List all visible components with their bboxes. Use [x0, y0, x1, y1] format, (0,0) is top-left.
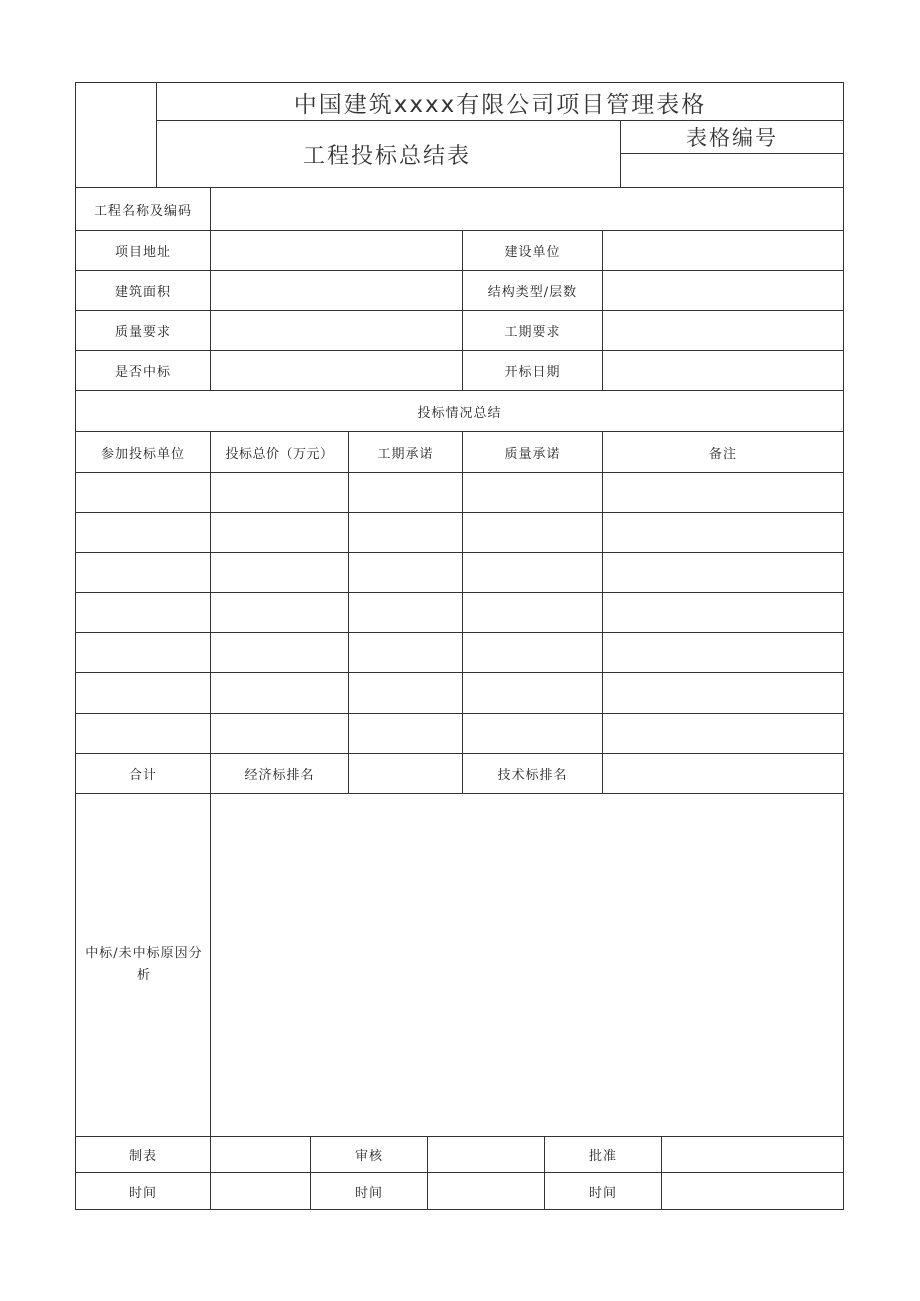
grid-line [602, 431, 603, 794]
grid-line [75, 753, 844, 754]
won-bid-field[interactable] [211, 351, 462, 390]
structure-type-label: 结构类型/层数 [487, 285, 578, 300]
bid-cell-quality[interactable] [463, 633, 602, 672]
bid-cell-quality[interactable] [463, 714, 602, 753]
bid-cell-quality[interactable] [463, 513, 602, 552]
grid-line [462, 230, 463, 391]
grid-line [310, 1136, 311, 1210]
grid-line [75, 632, 844, 633]
grid-line [75, 187, 844, 188]
grid-line [156, 120, 844, 121]
duration-requirement-label: 工期要求 [504, 325, 561, 340]
bid-cell-total-price[interactable] [211, 633, 348, 672]
column-header-quality-commitment: 质量承诺 [504, 446, 561, 462]
structure-type-field[interactable] [603, 271, 843, 310]
form-number-field[interactable] [621, 154, 843, 187]
grid-line [427, 1136, 428, 1210]
bid-cell-quality[interactable] [463, 673, 602, 712]
grid-line [75, 472, 844, 473]
logo-area [76, 83, 156, 187]
duration-requirement-field[interactable] [603, 311, 843, 350]
approved-time-label: 时间 [588, 1185, 617, 1201]
reviewed-time-field[interactable] [428, 1173, 544, 1209]
grid-line [75, 82, 76, 1210]
building-area-label: 建筑面积 [114, 285, 171, 300]
bid-cell-total-price[interactable] [211, 673, 348, 712]
form-number-label: 表格编号 [686, 126, 778, 150]
bid-cell-bidder[interactable] [76, 673, 210, 712]
prepared-by-field[interactable] [211, 1137, 310, 1172]
column-header-bidder: 参加投标单位 [100, 446, 185, 462]
bid-cell-bidder[interactable] [76, 513, 210, 552]
grid-line [75, 592, 844, 593]
company-title: 中国建筑xxxx有限公司项目管理表格 [293, 92, 707, 118]
project-address-label: 项目地址 [114, 245, 171, 260]
bid-cell-duration[interactable] [349, 473, 462, 512]
bid-cell-total-price[interactable] [211, 473, 348, 512]
prepared-by-label: 制表 [128, 1149, 157, 1164]
project-name-field[interactable] [211, 188, 843, 230]
bid-cell-bidder[interactable] [76, 593, 210, 632]
quality-requirement-field[interactable] [211, 311, 462, 350]
bid-cell-remarks[interactable] [603, 673, 843, 712]
bid-cell-duration[interactable] [349, 633, 462, 672]
bid-cell-quality[interactable] [463, 553, 602, 592]
reviewed-by-field[interactable] [428, 1137, 544, 1172]
bid-cell-remarks[interactable] [603, 714, 843, 753]
technical-rank-label: 技术标排名 [497, 768, 568, 783]
project-name-label: 工程名称及编码 [93, 203, 192, 219]
grid-line [75, 552, 844, 553]
client-label: 建设单位 [504, 245, 561, 260]
technical-rank-field[interactable] [603, 754, 843, 793]
approved-by-field[interactable] [662, 1137, 843, 1172]
grid-line [75, 512, 844, 513]
bid-cell-remarks[interactable] [603, 593, 843, 632]
approved-by-label: 批准 [588, 1149, 617, 1164]
bid-cell-duration[interactable] [349, 513, 462, 552]
bid-cell-total-price[interactable] [211, 553, 348, 592]
analysis-field[interactable] [211, 794, 843, 1136]
grid-line [843, 82, 844, 1210]
economic-rank-label: 经济标排名 [244, 768, 315, 783]
bid-cell-duration[interactable] [349, 673, 462, 712]
grid-line [75, 390, 844, 391]
grid-line [210, 431, 211, 1210]
grid-line [210, 187, 211, 391]
grid-line [75, 350, 844, 351]
prepared-time-label: 时间 [128, 1185, 157, 1201]
grid-line [75, 1209, 844, 1210]
grid-line [620, 120, 621, 188]
grid-line [75, 1172, 844, 1173]
grid-line [75, 672, 844, 673]
bid-cell-duration[interactable] [349, 553, 462, 592]
grid-line [602, 230, 603, 391]
grid-line [75, 230, 844, 231]
grid-line [620, 153, 844, 154]
form-name: 工程投标总结表 [303, 143, 472, 169]
grid-line [75, 793, 844, 794]
bid-opening-date-label: 开标日期 [504, 365, 561, 380]
total-label: 合计 [128, 768, 157, 783]
bid-cell-total-price[interactable] [211, 714, 348, 753]
reviewed-by-label: 审核 [354, 1149, 383, 1164]
bid-cell-quality[interactable] [463, 593, 602, 632]
grid-line [462, 431, 463, 794]
grid-line [75, 713, 844, 714]
grid-line [75, 270, 844, 271]
bid-cell-bidder[interactable] [76, 473, 210, 512]
column-header-total-price: 投标总价（万元） [225, 446, 334, 462]
quality-requirement-label: 质量要求 [114, 325, 171, 340]
bid-cell-duration[interactable] [349, 714, 462, 753]
bid-cell-total-price[interactable] [211, 593, 348, 632]
grid-line [75, 431, 844, 432]
grid-line [348, 431, 349, 794]
bid-cell-duration[interactable] [349, 593, 462, 632]
client-field[interactable] [603, 231, 843, 270]
grid-line [75, 310, 844, 311]
bid-cell-remarks[interactable] [603, 513, 843, 552]
building-area-field[interactable] [211, 271, 462, 310]
bid-cell-remarks[interactable] [603, 553, 843, 592]
bid-cell-quality[interactable] [463, 473, 602, 512]
column-header-remarks: 备注 [708, 446, 737, 462]
bid-summary-section-title: 投标情况总结 [417, 405, 502, 421]
bid-opening-date-field[interactable] [603, 351, 843, 390]
prepared-time-field[interactable] [211, 1173, 310, 1209]
column-header-duration-commitment: 工期承诺 [377, 446, 434, 462]
bid-cell-remarks[interactable] [603, 633, 843, 672]
reviewed-time-label: 时间 [354, 1185, 383, 1201]
grid-line [75, 82, 844, 83]
won-bid-label: 是否中标 [114, 365, 171, 380]
bid-cell-bidder[interactable] [76, 633, 210, 672]
project-address-field[interactable] [211, 231, 462, 270]
economic-rank-field[interactable] [349, 754, 462, 793]
grid-line [661, 1136, 662, 1210]
bid-cell-total-price[interactable] [211, 513, 348, 552]
grid-line [156, 82, 157, 188]
bid-cell-bidder[interactable] [76, 714, 210, 753]
bid-cell-bidder[interactable] [76, 553, 210, 592]
approved-time-field[interactable] [662, 1173, 843, 1209]
bid-cell-remarks[interactable] [603, 473, 843, 512]
grid-line [544, 1136, 545, 1210]
analysis-label: 中标/未中标原因分析 [85, 946, 203, 983]
grid-line [75, 1136, 844, 1137]
